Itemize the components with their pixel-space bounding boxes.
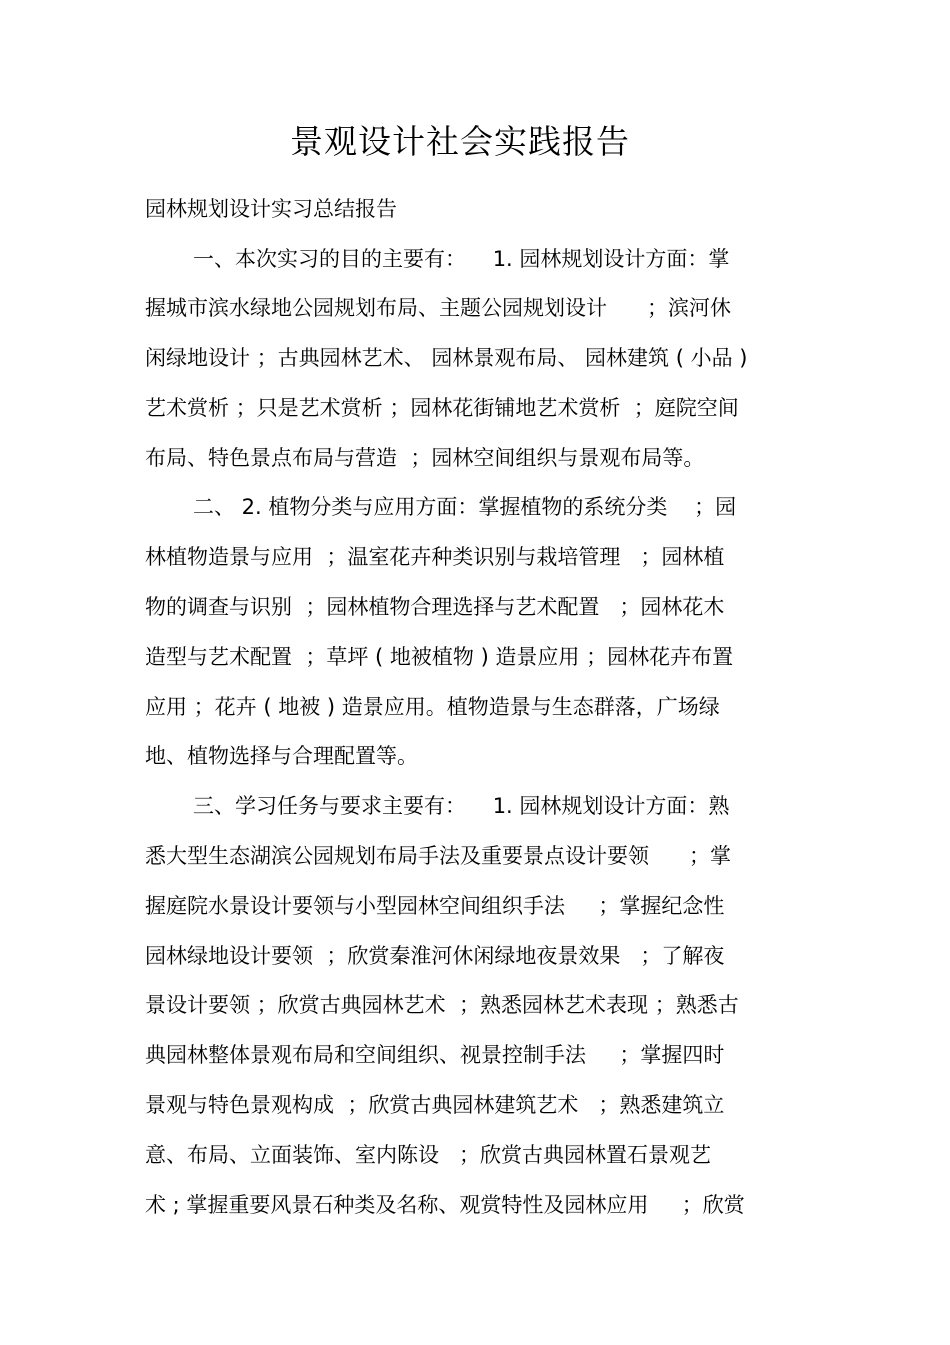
paragraph-line: 闲绿地设计 ；古典园林艺术、 园林景观布局、 园林建筑 ( 小品 ) xyxy=(145,346,748,370)
paragraph-line: 握城市滨水绿地公园规划布局、主题公园规划设计 ；滨河休 xyxy=(145,296,732,320)
document-subtitle: 园林规划设计实习总结报告 xyxy=(145,197,397,221)
paragraph-line: 布局、特色景点布局与营造 ；园林空间组织与景观布局等。 xyxy=(145,446,705,470)
document-title: 景观设计社会实践报告 xyxy=(290,122,630,161)
paragraph-line: 典园林整体景观布局和空间组织、视景控制手法 ；掌握四时 xyxy=(145,1043,725,1067)
paragraph-line: 二、 2. 植物分类与应用方面：掌握植物的系统分类 ；园 xyxy=(193,495,737,519)
paragraph-line: 握庭院水景设计要领与小型园林空间组织手法 ；掌握纪念性 xyxy=(145,894,725,918)
paragraph-line: 悉大型生态湖滨公园规划布局手法及重要景点设计要领 ；掌 xyxy=(145,844,732,868)
paragraph-line: 景设计要领 ；欣赏古典园林艺术 ；熟悉园林艺术表现 ；熟悉古 xyxy=(145,993,739,1017)
paragraph-line: 物的调查与识别 ；园林植物合理选择与艺术配置 ；园林花木 xyxy=(145,595,725,619)
paragraph-line: 三、学习任务与要求主要有： 1. 园林规划设计方面：熟 xyxy=(193,794,730,818)
paragraph-line: 艺术赏析 ；只是艺术赏析 ；园林花街铺地艺术赏析 ；庭院空间 xyxy=(145,396,739,420)
paragraph-line: 地、植物选择与合理配置等。 xyxy=(145,744,418,768)
paragraph-line: 园林绿地设计要领 ；欣赏秦淮河休闲绿地夜景效果 ；了解夜 xyxy=(145,944,725,968)
paragraph-line: 造型与艺术配置 ；草坪 ( 地被植物 ) 造景应用 ；园林花卉布置 xyxy=(145,645,734,669)
paragraph-line: 一、本次实习的目的主要有： 1. 园林规划设计方面：掌 xyxy=(193,247,730,271)
paragraph-line: 林植物造景与应用 ；温室花卉种类识别与栽培管理 ；园林植 xyxy=(145,545,725,569)
paragraph-line: 术 ; 掌握重要风景石种类及名称、观赏特性及园林应用 ；欣赏 xyxy=(145,1193,745,1217)
paragraph-line: 应用 ；花卉 ( 地被 ) 造景应用。植物造景与生态群落，广场绿 xyxy=(145,695,720,719)
paragraph-line: 意、布局、立面装饰、室内陈设 ；欣赏古典园林置石景观艺 xyxy=(145,1143,712,1167)
paragraph-line: 景观与特色景观构成 ；欣赏古典园林建筑艺术 ；熟悉建筑立 xyxy=(145,1093,725,1117)
